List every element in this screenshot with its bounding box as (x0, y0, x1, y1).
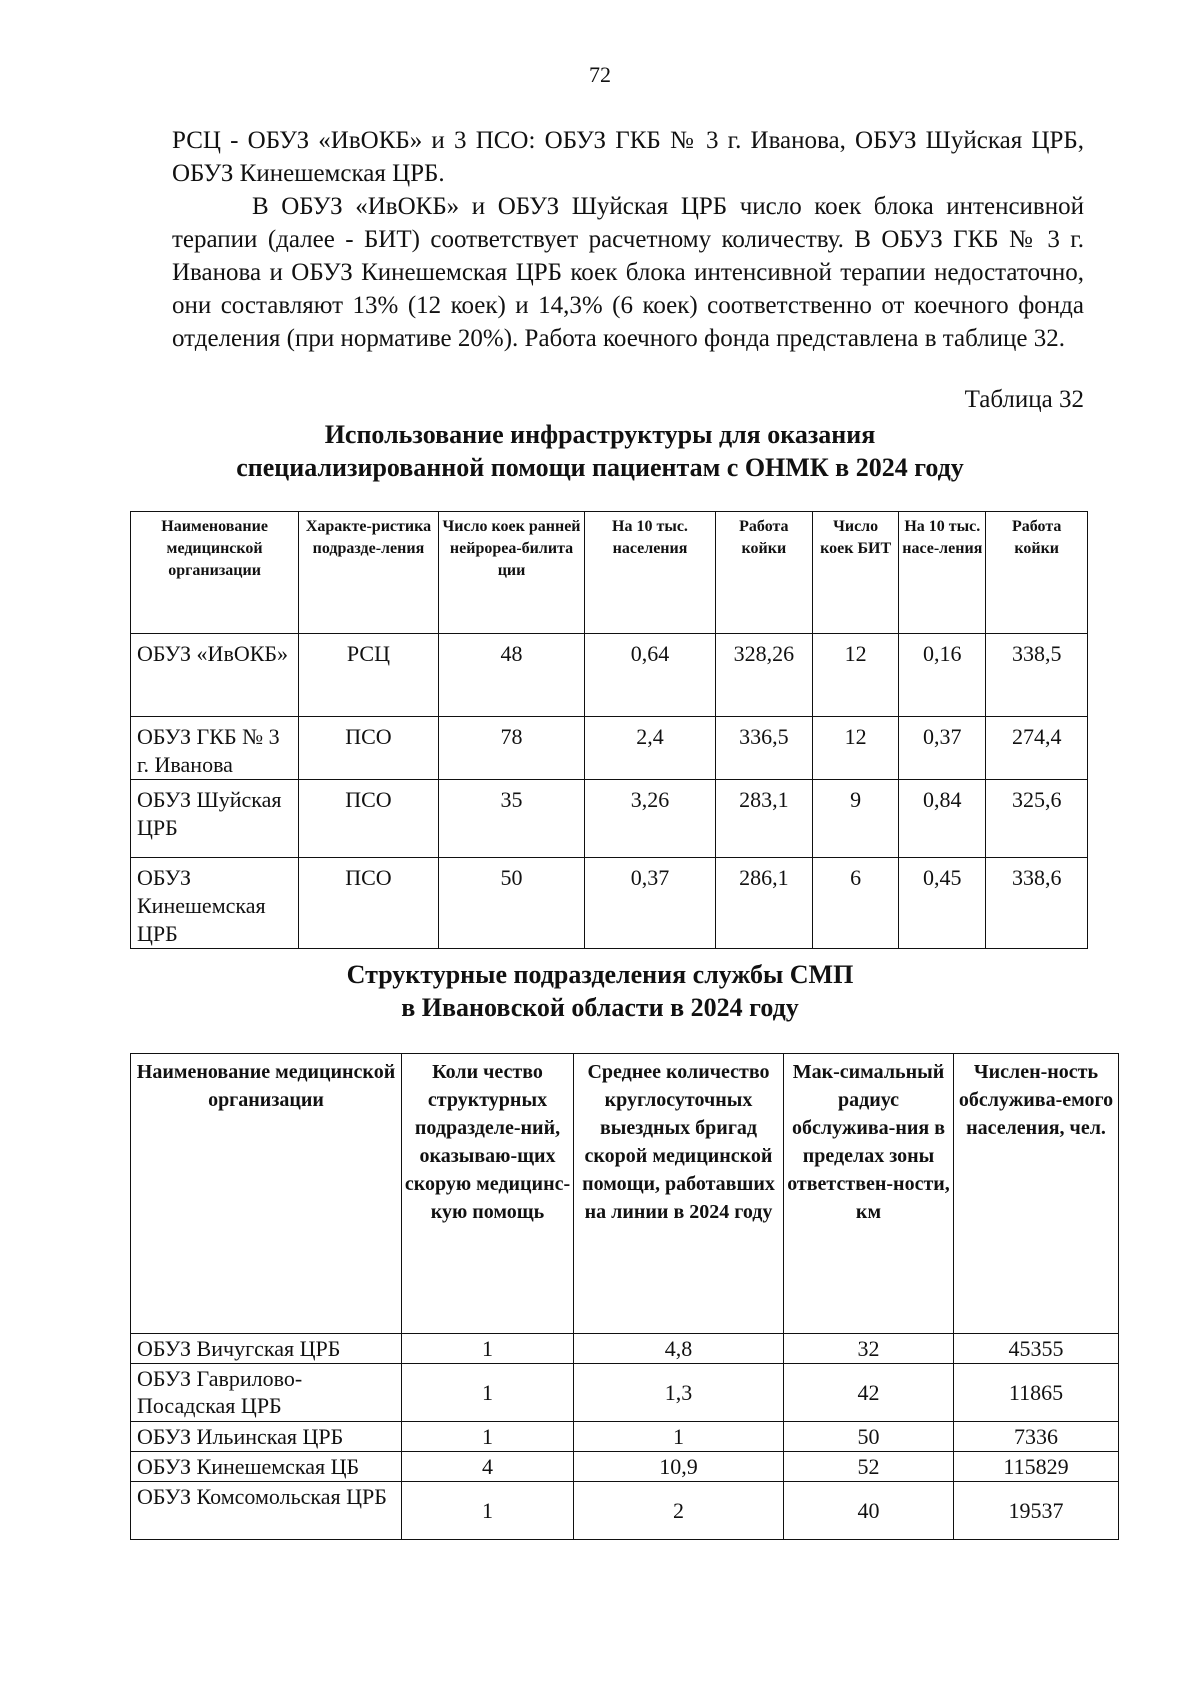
table-row (131, 858, 1088, 949)
cell-bit-per-10k: 0,16 (899, 634, 986, 717)
column-header-population: Числен-ность обслужива-емого населения, чел. (954, 1054, 1119, 1334)
cell-bit-per-10k: 0,84 (899, 780, 986, 858)
cell-organization: ОБУЗ ГКБ № 3 г. Иванова (131, 717, 299, 780)
column-header-units-count: Коли чество структурных подразделе-ний, оказываю-щих скорую медицинс-кую помощь (402, 1054, 574, 1334)
column-header-bed-work: Работа койки (715, 512, 812, 634)
cell-service-radius: 40 (784, 1482, 954, 1540)
smp-table (130, 1053, 1119, 1540)
page-number: 72 (589, 62, 611, 87)
cell-bit-per-10k: 0,45 (899, 858, 986, 949)
cell-organization: ОБУЗ Гаврилово-Посадская ЦРБ (131, 1364, 402, 1422)
column-header-per-10k: На 10 тыс. населения (585, 512, 715, 634)
cell-rehab-beds: 78 (438, 717, 585, 780)
column-header-organization: Наименование медицинской организации (131, 1054, 402, 1334)
column-header-bit-beds: Число коек БИТ (813, 512, 899, 634)
cell-population: 45355 (954, 1334, 1119, 1364)
cell-per-10k: 0,64 (585, 634, 715, 717)
table-row (131, 1452, 1119, 1482)
cell-rehab-beds: 48 (438, 634, 585, 717)
cell-population: 19537 (954, 1482, 1119, 1540)
cell-bed-work: 328,26 (715, 634, 812, 717)
cell-bit-bed-work: 274,4 (986, 717, 1088, 780)
cell-organization: ОБУЗ Кинешемская ЦБ (131, 1452, 402, 1482)
table-32-title (0, 418, 1200, 484)
column-header-unit-type: Характе-ристика подразде-ления (299, 512, 438, 634)
cell-teams-count: 2 (574, 1482, 784, 1540)
cell-organization: ОБУЗ Шуйская ЦРБ (131, 780, 299, 858)
cell-unit-type: РСЦ (299, 634, 438, 717)
cell-units-count: 1 (402, 1422, 574, 1452)
table-row (131, 1334, 1119, 1364)
cell-teams-count: 1 (574, 1422, 784, 1452)
column-header-organization: Наименование медицинской организации (131, 512, 299, 634)
cell-service-radius: 52 (784, 1452, 954, 1482)
cell-bit-bed-work: 338,6 (986, 858, 1088, 949)
column-header-teams-count: Среднее количество круглосуточных выездных бригад скорой медицинской помощи, работавших на линии в 2024 году (574, 1054, 784, 1334)
cell-organization: ОБУЗ Кинешемская ЦРБ (131, 858, 299, 949)
cell-bit-bed-work: 338,5 (986, 634, 1088, 717)
cell-organization: ОБУЗ Ильинская ЦРБ (131, 1422, 402, 1452)
cell-unit-type: ПСО (299, 780, 438, 858)
column-header-service-radius: Мак-симальный радиус обслужива-ния в пределах зоны ответствен-ности, км (784, 1054, 954, 1334)
cell-bit-beds: 9 (813, 780, 899, 858)
cell-population: 115829 (954, 1452, 1119, 1482)
table-row (131, 717, 1088, 780)
paragraph-1: РСЦ - ОБУЗ «ИвОКБ» и 3 ПСО: ОБУЗ ГКБ № 3 г. Иванова, ОБУЗ Шуйская ЦРБ, ОБУЗ Кинешемская ЦРБ. (172, 127, 1084, 187)
cell-organization: ОБУЗ Вичугская ЦРБ (131, 1334, 402, 1364)
cell-bed-work: 286,1 (715, 858, 812, 949)
cell-units-count: 1 (402, 1334, 574, 1364)
cell-service-radius: 32 (784, 1334, 954, 1364)
table-row (131, 1482, 1119, 1540)
table-32-title-line-2: специализированной помощи пациентам с ОНМК в 2024 году (236, 453, 964, 482)
smp-table-title-line-1: Структурные подразделения службы СМП (346, 960, 854, 989)
table-row (131, 1364, 1119, 1422)
smp-table-title-line-2: в Ивановской области в 2024 году (401, 993, 799, 1022)
cell-rehab-beds: 50 (438, 858, 585, 949)
cell-bit-beds: 6 (813, 858, 899, 949)
column-header-bit-per-10k: На 10 тыс. насе-ления (899, 512, 986, 634)
table-header-row (131, 512, 1088, 634)
cell-service-radius: 42 (784, 1364, 954, 1422)
cell-organization: ОБУЗ Комсомольская ЦРБ (131, 1482, 402, 1540)
cell-organization: ОБУЗ «ИвОКБ» (131, 634, 299, 717)
table-32-title-line-1: Использование инфраструктуры для оказания (324, 420, 876, 449)
cell-units-count: 1 (402, 1364, 574, 1422)
cell-unit-type: ПСО (299, 717, 438, 780)
cell-population: 11865 (954, 1364, 1119, 1422)
cell-bit-per-10k: 0,37 (899, 717, 986, 780)
column-header-bit-bed-work: Работа койки (986, 512, 1088, 634)
cell-rehab-beds: 35 (438, 780, 585, 858)
cell-per-10k: 3,26 (585, 780, 715, 858)
cell-per-10k: 0,37 (585, 858, 715, 949)
cell-units-count: 1 (402, 1482, 574, 1540)
cell-population: 7336 (954, 1422, 1119, 1452)
smp-table-title (0, 958, 1200, 1024)
cell-service-radius: 50 (784, 1422, 954, 1452)
table-label: Таблица 32 (964, 386, 1084, 413)
table-header-row (131, 1054, 1119, 1334)
cell-bit-beds: 12 (813, 634, 899, 717)
table-32 (130, 511, 1088, 949)
cell-bed-work: 336,5 (715, 717, 812, 780)
cell-bit-beds: 12 (813, 717, 899, 780)
body-text (172, 124, 1084, 355)
cell-bit-bed-work: 325,6 (986, 780, 1088, 858)
cell-bed-work: 283,1 (715, 780, 812, 858)
cell-teams-count: 4,8 (574, 1334, 784, 1364)
cell-teams-count: 1,3 (574, 1364, 784, 1422)
table-row (131, 1422, 1119, 1452)
cell-unit-type: ПСО (299, 858, 438, 949)
table-row (131, 780, 1088, 858)
cell-units-count: 4 (402, 1452, 574, 1482)
table-row (131, 634, 1088, 717)
column-header-rehab-beds: Число коек ранней нейрореа-билита ции (438, 512, 585, 634)
cell-teams-count: 10,9 (574, 1452, 784, 1482)
cell-per-10k: 2,4 (585, 717, 715, 780)
paragraph-2: В ОБУЗ «ИвОКБ» и ОБУЗ Шуйская ЦРБ число коек блока интенсивной терапии (далее - БИТ) соответствует расчетному количеству. В ОБУЗ ГКБ № 3 г. Иванова и ОБУЗ Кинешемская ЦРБ коек блока интенсивной терапии недостаточно, они составляют 13% (12 коек) и 14,3% (6 коек) соответственно от коечного фонда отделения (при нормативе 20%). Работа коечного фонда представлена в таблице 32. (172, 193, 1084, 352)
